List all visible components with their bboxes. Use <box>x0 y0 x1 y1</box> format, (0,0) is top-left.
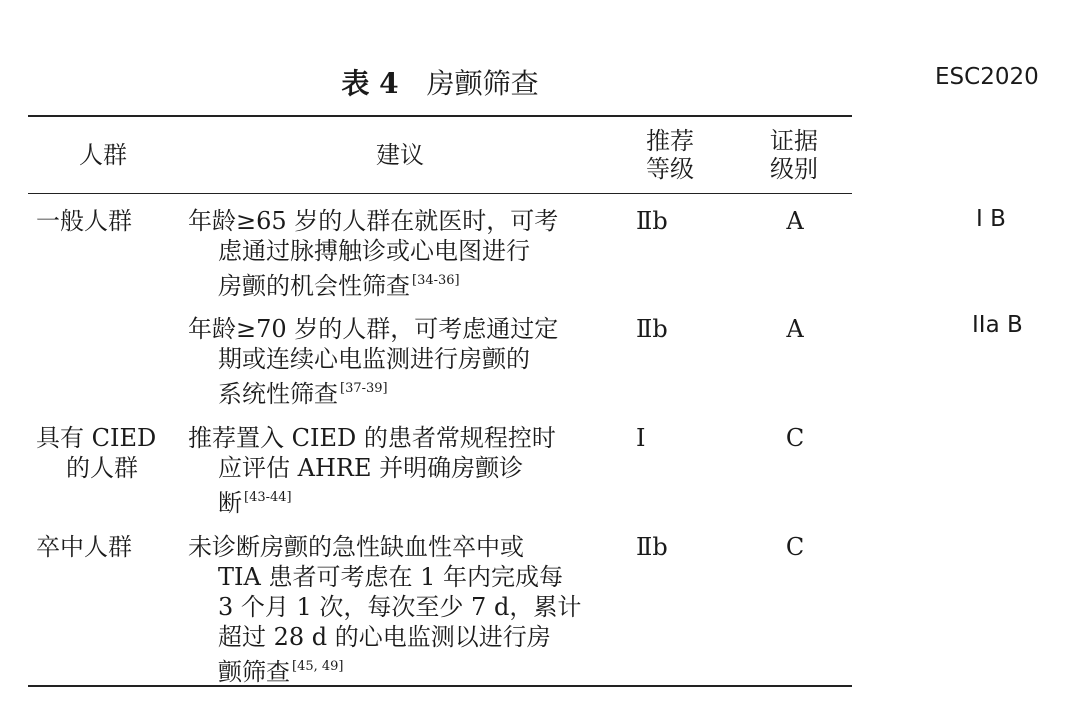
row1-population: 一般人群 <box>36 207 132 235</box>
row4-recommendation: 未诊断房颤的急性缺血性卒中或 TIA 患者可考虑在 1 年内完成每 3 个月 1 次，每次至少 7 d，累计 超过 28 d 的心电监测以进行房 颤筛查 [45, 49] <box>188 533 582 686</box>
header-recommendation: 建议 <box>376 141 424 169</box>
table-number: 表 4 <box>341 67 399 100</box>
row1-side-note: I B <box>976 206 1006 232</box>
header-recommendation-class <box>636 127 704 183</box>
row4-reference: [45, 49] <box>292 659 344 674</box>
header-class-line2: 等级 <box>646 155 694 183</box>
row2-side-note: IIa B <box>972 312 1023 338</box>
table-top-rule <box>28 115 852 117</box>
row4-population: 卒中人群 <box>36 533 132 561</box>
row1-class: Ⅱb <box>636 207 668 235</box>
header-class-line1: 推荐 <box>646 127 694 155</box>
row4-level: C <box>785 533 805 561</box>
row2-class: Ⅱb <box>636 315 668 343</box>
row3-population: 具有 CIED 的人群 <box>36 424 157 482</box>
row1-level: A <box>786 207 804 235</box>
header-evidence-level <box>752 127 836 183</box>
row1-reference: [34-36] <box>412 273 460 288</box>
row1-recommendation: 年龄≥65 岁的人群在就医时，可考 虑通过脉搏触诊或心电图进行 房颤的机会性筛查 [34-36] <box>188 207 559 300</box>
row2-level: A <box>786 315 804 343</box>
row3-recommendation: 推荐置入 CIED 的患者常规程控时 应评估 AHRE 并明确房颤诊 断 [43-44] <box>188 424 556 517</box>
table-caption <box>28 62 852 102</box>
row3-reference: [43-44] <box>244 490 292 505</box>
row3-level: C <box>785 424 805 452</box>
header-population: 人群 <box>79 141 127 169</box>
row4-class: Ⅱb <box>636 533 668 561</box>
header-level-line1: 证据 <box>770 127 818 155</box>
row2-reference: [37-39] <box>340 381 388 396</box>
row3-class: Ⅰ <box>636 424 646 452</box>
guideline-tag: ESC2020 <box>935 64 1039 90</box>
table-title: 房颤筛查 <box>426 67 539 100</box>
table-header-rule <box>28 193 852 194</box>
row2-recommendation: 年龄≥70 岁的人群，可考虑通过定 期或连续心电监测进行房颤的 系统性筛查 [37-39] <box>188 315 559 408</box>
header-level-line2: 级别 <box>770 155 818 183</box>
